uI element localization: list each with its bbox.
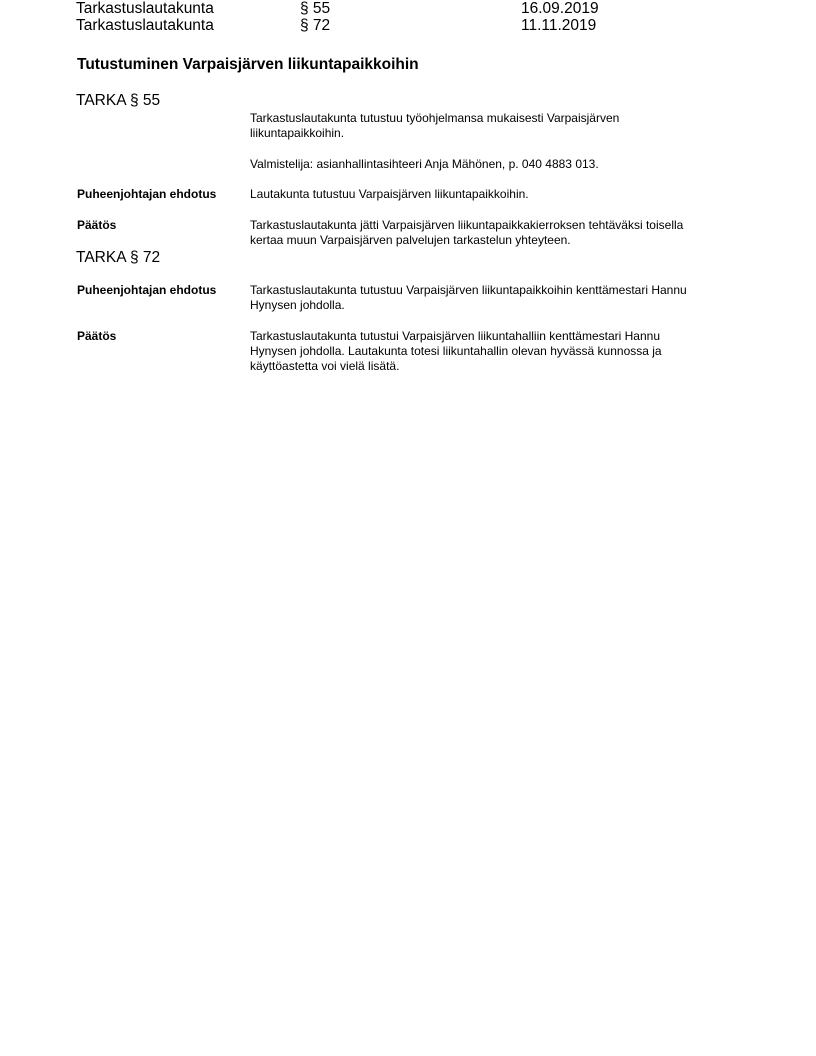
text-line: kertaa muun Varpaisjärven palvelujen tarkastelun yhteyteen. xyxy=(250,233,571,247)
text-line: Lautakunta tutustuu Varpaisjärven liikuntapaikkoihin. xyxy=(250,187,529,201)
intro-paragraph xyxy=(250,111,750,141)
text-line: Tarkastuslautakunta tutustui Varpaisjärven liikuntahalliin kenttämestari Hannu xyxy=(250,329,660,343)
history-section: § 55 xyxy=(300,0,331,17)
document-title: Tutustuminen Varpaisjärven liikuntapaikkoihin xyxy=(77,56,419,73)
text-line: Tarkastuslautakunta tutustuu työohjelmansa mukaisesti Varpaisjärven xyxy=(250,111,620,125)
proposal-text xyxy=(250,283,750,313)
history-section: § 72 xyxy=(300,17,331,34)
text-line: Tarkastuslautakunta tutustuu Varpaisjärven liikuntapaikkoihin kenttämestari Hannu xyxy=(250,283,687,297)
section-heading: TARKA § 72 xyxy=(76,249,161,266)
decision-text xyxy=(250,329,750,374)
history-date: 16.09.2019 xyxy=(521,0,599,17)
text-line: käyttöastetta voi vielä lisätä. xyxy=(250,359,400,373)
history-body: Tarkastuslautakunta xyxy=(76,17,214,34)
history-body: Tarkastuslautakunta xyxy=(76,0,214,17)
decision-label: Päätös xyxy=(77,218,117,232)
decision-label: Päätös xyxy=(77,329,117,343)
history-date: 11.11.2019 xyxy=(521,17,597,34)
proposal-label: Puheenjohtajan ehdotus xyxy=(77,283,217,297)
text-line: liikuntapaikkoihin. xyxy=(250,126,345,140)
preparer-line: Valmistelija: asianhallintasihteeri Anja Mähönen, p. 040 4883 013. xyxy=(250,157,599,171)
text-line: Hynysen johdolla. xyxy=(250,298,345,312)
text-line: Hynysen johdolla. Lautakunta totesi liikuntahallin olevan hyvässä kunnossa ja xyxy=(250,344,662,358)
proposal-label: Puheenjohtajan ehdotus xyxy=(77,187,217,201)
text-line: Tarkastuslautakunta jätti Varpaisjärven liikuntapaikkakierroksen tehtäväksi toisella xyxy=(250,218,684,232)
section-heading: TARKA § 55 xyxy=(76,92,161,109)
decision-text xyxy=(250,218,750,248)
proposal-text xyxy=(250,187,750,202)
